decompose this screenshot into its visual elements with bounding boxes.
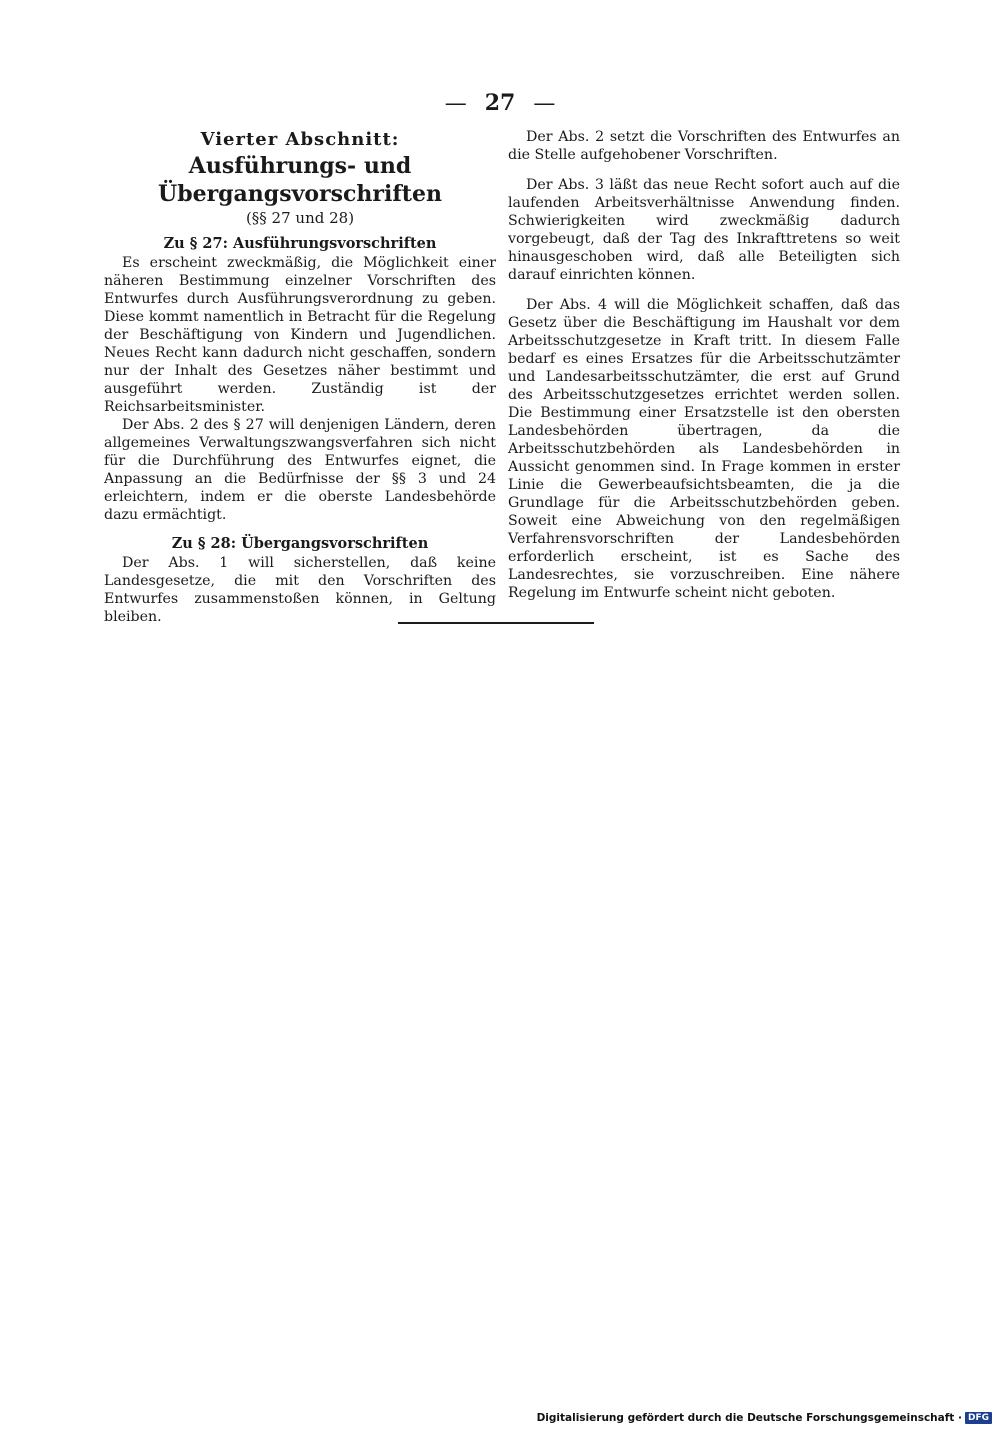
right-column: [508, 128, 900, 614]
dash-right: —: [533, 91, 556, 116]
paragraph: Der Abs. 4 will die Möglichkeit schaffen, daß das Gesetz über die Beschäftigung im Haushalt vor dem Arbeitsschutzgesetze in Kraft tritt. In diesem Falle bedarf es eines Ersatzes für die Arbeitsschutzämter und Landesarbeitsschutzämter, die erst auf Grund des Arbeitsschutzgesetzes errichtet werden sollen. Die Bestimmung einer Ersatzstelle ist den obersten Landesbehörden übertragen, da die Arbeitsschutzbehörden als Landesbehörden in Aussicht genommen sind. In Frage kommen in erster Linie die Gewerbeaufsichtsbeamten, die ja die Grundlage für die Arbeitsschutzbehörden geben. Soweit eine Abweichung von den regelmäßigen Verfahrensvorschriften der Landesbehörden erforderlich erscheint, ist es Sache des Landesrechtes, sie vorzuschreiben. Eine nähere Regelung im Entwurfe scheint nicht geboten.: [508, 297, 900, 601]
page-number-line: [0, 90, 1000, 116]
section-title: Ausführungs- und Übergangsvorschriften: [158, 153, 442, 207]
page-number: 27: [484, 90, 516, 116]
footer-credit: [537, 1412, 992, 1424]
subsection-heading-27: Zu § 27: Ausführungsvorschriften: [163, 235, 437, 252]
paragraph: Der Abs. 2 setzt die Vorschriften des Entwurfes an die Stelle aufgehobener Vorschriften.: [508, 129, 900, 163]
paragraph: Der Abs. 1 will sicherstellen, daß keine Landesgesetze, die mit den Vorschriften des Entwurfes zusammenstoßen können, in Geltung bleiben.: [104, 555, 496, 625]
section-subtitle: (§§ 27 und 28): [245, 209, 355, 227]
paragraph: Der Abs. 2 des § 27 will denjenigen Ländern, deren allgemeines Verwaltungszwangsverfahren sich nicht für die Durchführung des Entwurfes eignet, die Anpassung an die Bedürfnisse der §§ 3 und 24 erleichtern, indem er die oberste Landesbehörde dazu ermächtigt.: [104, 417, 496, 523]
footer-text: Digitalisierung gefördert durch die Deutsche Forschungsgemeinschaft ·: [536, 1412, 962, 1424]
paragraph: Der Abs. 3 läßt das neue Recht sofort auch auf die laufenden Arbeitsverhältnisse Anwendung finden. Schwierigkeiten wird zweckmäßig dadurch vorgebeugt, daß der Tag des Inkrafttretens so weit hinausgeschoben wird, daß alle Beteiligten sich darauf einrichten können.: [508, 177, 900, 283]
paragraph: Es erscheint zweckmäßig, die Möglichkeit einer näheren Bestimmung einzelner Vorschriften des Entwurfes durch Ausführungsverordnung zu geben. Diese kommt namentlich in Betracht für die Regelung der Beschäftigung von Kindern und Jugendlichen. Neues Recht kann dadurch nicht geschaffen, sondern nur der Inhalt des Gesetzes näher bestimmt und ausgeführt werden. Zuständig ist der Reichsarbeitsminister.: [104, 255, 496, 415]
section-heading: Vierter Abschnitt:: [200, 129, 400, 150]
subsection-heading-28: Zu § 28: Übergangsvorschriften: [171, 535, 429, 552]
dfg-logo: DFG: [965, 1412, 992, 1424]
left-column: [104, 128, 496, 626]
dash-left: —: [444, 91, 467, 116]
end-rule-divider: [398, 622, 594, 624]
